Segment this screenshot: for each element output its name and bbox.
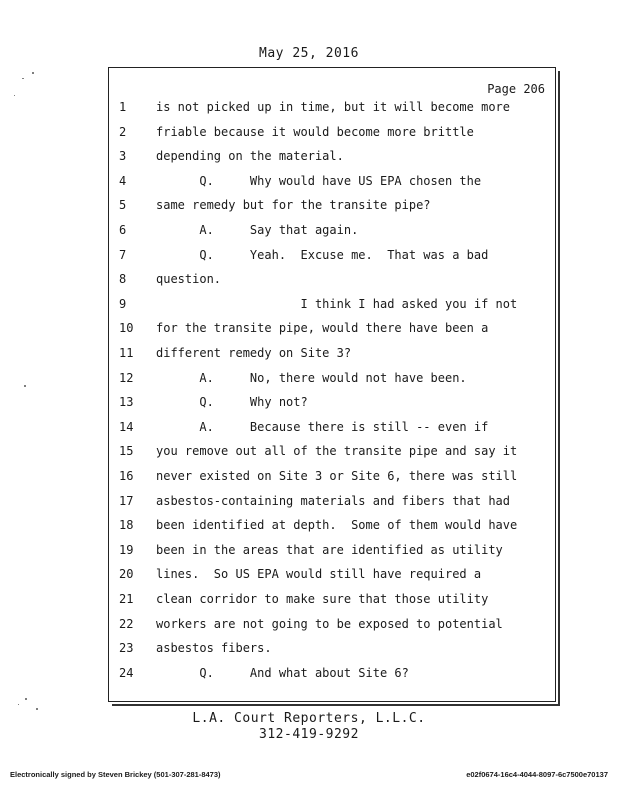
header-date: May 25, 2016 <box>259 46 359 61</box>
scan-speck <box>18 704 19 705</box>
transcript-line <box>109 641 555 659</box>
scan-speck <box>25 698 27 700</box>
page-number: Page 206 <box>487 82 545 96</box>
line-text: same remedy but for the transite pipe? <box>156 198 431 213</box>
scan-speck <box>24 385 26 387</box>
line-number: 10 <box>119 321 134 336</box>
footer-phone: 312-419-9292 <box>259 727 359 742</box>
transcript-line <box>109 518 555 536</box>
line-number: 13 <box>119 395 134 410</box>
line-number: 20 <box>119 567 134 582</box>
line-text: clean corridor to make sure that those utility <box>156 592 489 606</box>
line-number: 12 <box>119 370 134 385</box>
line-number: 4 <box>119 173 127 188</box>
footer-company: L.A. Court Reporters, L.L.C. <box>192 711 426 726</box>
line-number: 11 <box>119 346 134 360</box>
transcript-line <box>109 125 555 143</box>
transcript-line <box>109 346 555 364</box>
line-number: 23 <box>119 641 134 656</box>
line-number: 17 <box>119 493 134 508</box>
line-text: depending on the material. <box>156 149 344 164</box>
line-text: Q. Yeah. Excuse me. That was a bad <box>156 247 489 262</box>
line-text: for the transite pipe, would there have been a <box>156 321 489 336</box>
line-number: 19 <box>119 542 134 557</box>
line-text: is not picked up in time, but it will become more <box>156 100 511 114</box>
line-text: Q. Why would have US EPA chosen the <box>156 173 482 188</box>
line-number: 14 <box>119 419 134 434</box>
transcript-line <box>109 198 555 216</box>
line-text: workers are not going to be exposed to potential <box>156 616 503 631</box>
transcript-line <box>109 543 555 561</box>
transcript-line <box>109 174 555 192</box>
line-number: 9 <box>119 296 127 311</box>
transcript-line <box>109 444 555 462</box>
line-number: 16 <box>119 469 134 483</box>
transcript-line <box>109 395 555 413</box>
line-text: Q. Why not? <box>156 395 308 410</box>
transcript-line <box>109 100 555 118</box>
line-text: been in the areas that are identified as utility <box>156 542 503 557</box>
transcript-line <box>109 494 555 512</box>
transcript-line <box>109 592 555 610</box>
transcript-line <box>109 149 555 167</box>
transcript-line <box>109 420 555 438</box>
electronic-signature: Electronically signed by Steven Brickey (501-307-281-8473) <box>10 770 221 779</box>
transcript-line <box>109 567 555 585</box>
line-text: asbestos fibers. <box>156 641 272 656</box>
line-text: you remove out all of the transite pipe and say it <box>156 444 518 459</box>
transcript-line <box>109 297 555 315</box>
line-number: 3 <box>119 149 127 164</box>
transcript-line <box>109 272 555 290</box>
line-number: 7 <box>119 247 127 262</box>
transcript-line <box>109 469 555 487</box>
line-number: 21 <box>119 592 134 606</box>
transcript-line <box>109 371 555 389</box>
transcript-page <box>108 67 556 702</box>
line-text: asbestos-containing materials and fibers that had <box>156 493 511 508</box>
line-text: different remedy on Site 3? <box>156 346 352 360</box>
line-number: 18 <box>119 518 134 533</box>
document-hash: e02f0674-16c4-4044-8097-6c7500e70137 <box>466 770 608 779</box>
line-text: Q. And what about Site 6? <box>156 665 409 680</box>
transcript-line <box>109 248 555 266</box>
line-text: A. Because there is still -- even if <box>156 419 489 434</box>
line-text: A. No, there would not have been. <box>156 370 467 385</box>
line-text: been identified at depth. Some of them would have <box>156 518 518 533</box>
line-text: I think I had asked you if not <box>156 296 518 311</box>
line-text: never existed on Site 3 or Site 6, there was still <box>156 469 518 483</box>
line-number: 6 <box>119 223 127 237</box>
line-number: 24 <box>119 665 134 680</box>
transcript-line <box>109 617 555 635</box>
line-text: lines. So US EPA would still have required a <box>156 567 482 582</box>
line-text: A. Say that again. <box>156 223 359 237</box>
scan-speck <box>22 78 24 79</box>
transcript-line <box>109 321 555 339</box>
line-number: 5 <box>119 198 127 213</box>
scan-speck <box>14 95 15 96</box>
line-text: friable because it would become more brittle <box>156 124 474 139</box>
line-text: question. <box>156 272 222 287</box>
line-number: 2 <box>119 124 127 139</box>
scan-speck <box>32 72 34 74</box>
line-number: 22 <box>119 616 134 631</box>
line-number: 15 <box>119 444 134 459</box>
line-number: 8 <box>119 272 127 287</box>
transcript-line <box>109 666 555 684</box>
line-number: 1 <box>119 100 127 114</box>
transcript-line <box>109 223 555 241</box>
scan-speck <box>36 708 38 710</box>
